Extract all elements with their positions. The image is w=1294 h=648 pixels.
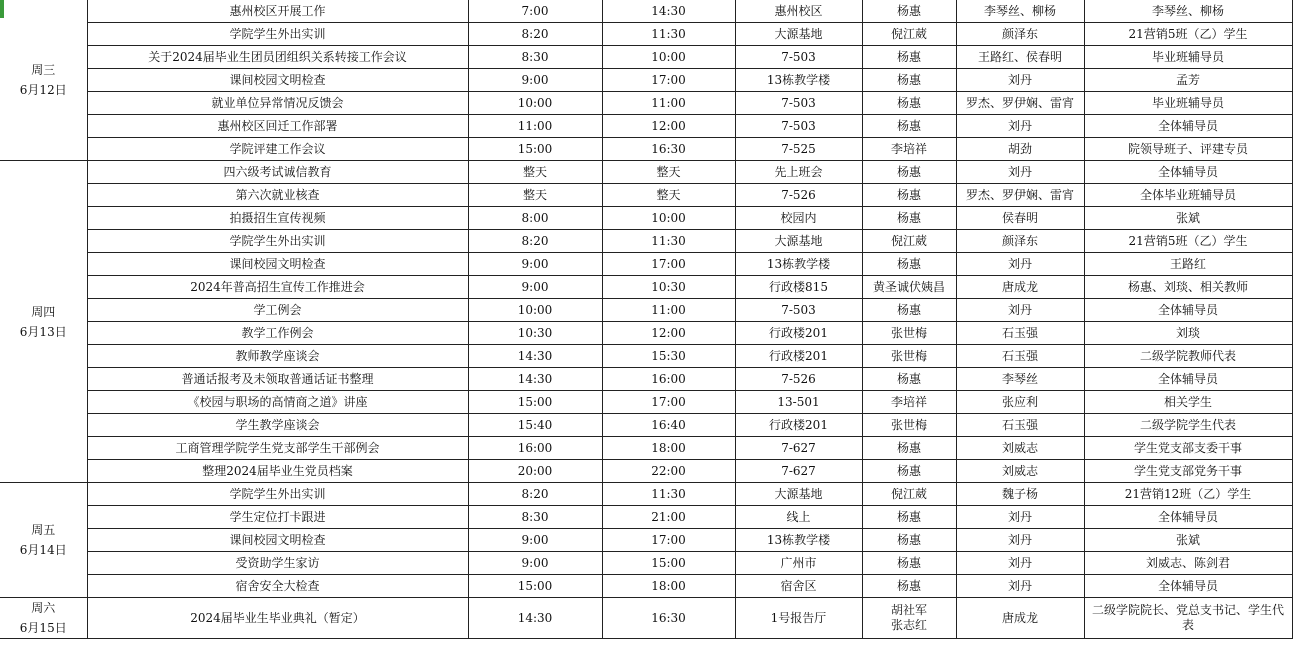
organizer-cell: 张应利 (956, 391, 1084, 414)
participants-cell: 张斌 (1084, 529, 1292, 552)
leader-cell: 杨惠 (862, 575, 956, 598)
participants-cell: 学生党支部党务干事 (1084, 460, 1292, 483)
table-row (0, 529, 1292, 552)
location-cell: 7-503 (735, 46, 862, 69)
participants-cell: 刘琰 (1084, 322, 1292, 345)
end-time-cell: 15:30 (602, 345, 735, 368)
location-cell: 广州市 (735, 552, 862, 575)
day-cell (0, 483, 87, 598)
organizer-cell: 刘丹 (956, 575, 1084, 598)
organizer-cell: 石玉强 (956, 414, 1084, 437)
day-cell (0, 0, 87, 161)
location-cell: 7-627 (735, 437, 862, 460)
end-time-cell: 10:00 (602, 46, 735, 69)
date-label: 6月12日 (19, 83, 67, 97)
location-cell: 7-525 (735, 138, 862, 161)
start-time-cell: 8:20 (468, 483, 602, 506)
end-time-cell: 10:00 (602, 207, 735, 230)
table-row (0, 322, 1292, 345)
table-row (0, 23, 1292, 46)
end-time-cell: 11:30 (602, 23, 735, 46)
location-cell: 大源基地 (735, 483, 862, 506)
participants-cell: 二级学院院长、党总支书记、学生代表 (1084, 598, 1292, 639)
table-row (0, 161, 1292, 184)
leader-cell: 杨惠 (862, 368, 956, 391)
table-row (0, 69, 1292, 92)
organizer-cell: 刘丹 (956, 529, 1084, 552)
participants-cell: 全体辅导员 (1084, 506, 1292, 529)
table-row (0, 46, 1292, 69)
participants-cell: 21营销5班（乙）学生 (1084, 23, 1292, 46)
start-time-cell: 9:00 (468, 253, 602, 276)
table-row (0, 276, 1292, 299)
location-cell: 1号报告厅 (735, 598, 862, 639)
event-cell: 惠州校区回迁工作部署 (87, 115, 468, 138)
end-time-cell: 18:00 (602, 437, 735, 460)
end-time-cell: 11:00 (602, 92, 735, 115)
leader-cell: 杨惠 (862, 92, 956, 115)
start-time-cell: 15:00 (468, 391, 602, 414)
start-time-cell: 8:20 (468, 230, 602, 253)
location-cell: 校园内 (735, 207, 862, 230)
event-cell: 工商管理学院学生党支部学生干部例会 (87, 437, 468, 460)
event-cell: 课间校园文明检查 (87, 529, 468, 552)
end-time-cell: 10:30 (602, 276, 735, 299)
table-row (0, 414, 1292, 437)
event-cell: 学院学生外出实训 (87, 483, 468, 506)
organizer-cell: 唐成龙 (956, 276, 1084, 299)
event-cell: 惠州校区开展工作 (87, 0, 468, 23)
end-time-cell: 22:00 (602, 460, 735, 483)
start-time-cell: 9:00 (468, 276, 602, 299)
event-cell: 受资助学生家访 (87, 552, 468, 575)
leader-cell: 倪江葳 (862, 23, 956, 46)
start-time-cell: 8:00 (468, 207, 602, 230)
table-row (0, 0, 1292, 23)
organizer-cell: 刘丹 (956, 253, 1084, 276)
table-row (0, 138, 1292, 161)
end-time-cell: 12:00 (602, 115, 735, 138)
leader-cell: 张世梅 (862, 322, 956, 345)
end-time-cell: 16:00 (602, 368, 735, 391)
event-cell: 学工例会 (87, 299, 468, 322)
end-time-cell: 11:00 (602, 299, 735, 322)
location-cell: 行政楼201 (735, 345, 862, 368)
table-row (0, 575, 1292, 598)
table-row (0, 299, 1292, 322)
leader-cell: 李培祥 (862, 138, 956, 161)
participants-cell: 王路红 (1084, 253, 1292, 276)
start-time-cell: 11:00 (468, 115, 602, 138)
start-time-cell: 15:00 (468, 138, 602, 161)
participants-cell: 毕业班辅导员 (1084, 46, 1292, 69)
end-time-cell: 16:30 (602, 138, 735, 161)
event-cell: 关于2024届毕业生团员团组织关系转接工作会议 (87, 46, 468, 69)
participants-cell: 毕业班辅导员 (1084, 92, 1292, 115)
table-row (0, 184, 1292, 207)
event-cell: 就业单位异常情况反馈会 (87, 92, 468, 115)
organizer-cell: 刘威志 (956, 460, 1084, 483)
organizer-cell: 魏子杨 (956, 483, 1084, 506)
organizer-cell: 颜泽东 (956, 23, 1084, 46)
organizer-cell: 王路红、侯春明 (956, 46, 1084, 69)
event-cell: 学生教学座谈会 (87, 414, 468, 437)
end-time-cell: 整天 (602, 184, 735, 207)
leader-cell: 倪江葳 (862, 230, 956, 253)
leader-cell: 胡社军 张志红 (862, 598, 956, 639)
participants-cell: 孟芳 (1084, 69, 1292, 92)
event-cell: 整理2024届毕业生党员档案 (87, 460, 468, 483)
start-time-cell: 7:00 (468, 0, 602, 23)
event-cell: 第六次就业核查 (87, 184, 468, 207)
end-time-cell: 17:00 (602, 391, 735, 414)
participants-cell: 21营销5班（乙）学生 (1084, 230, 1292, 253)
end-time-cell: 11:30 (602, 230, 735, 253)
date-label: 6月15日 (19, 621, 67, 635)
organizer-cell: 刘丹 (956, 161, 1084, 184)
start-time-cell: 9:00 (468, 69, 602, 92)
organizer-cell: 石玉强 (956, 322, 1084, 345)
participants-cell: 二级学院教师代表 (1084, 345, 1292, 368)
start-time-cell: 9:00 (468, 529, 602, 552)
end-time-cell: 12:00 (602, 322, 735, 345)
organizer-cell: 刘威志 (956, 437, 1084, 460)
table-row (0, 345, 1292, 368)
end-time-cell: 21:00 (602, 506, 735, 529)
day-cell (0, 161, 87, 483)
start-time-cell: 10:30 (468, 322, 602, 345)
participants-cell: 全体辅导员 (1084, 161, 1292, 184)
event-cell: 教学工作例会 (87, 322, 468, 345)
end-time-cell: 14:30 (602, 0, 735, 23)
end-time-cell: 18:00 (602, 575, 735, 598)
leader-cell: 杨惠 (862, 161, 956, 184)
participants-cell: 李琴丝、柳杨 (1084, 0, 1292, 23)
organizer-cell: 罗杰、罗伊娴、雷宵 (956, 184, 1084, 207)
start-time-cell: 9:00 (468, 552, 602, 575)
participants-cell: 杨惠、刘琰、相关教师 (1084, 276, 1292, 299)
event-cell: 2024届毕业生毕业典礼（暂定） (87, 598, 468, 639)
location-cell: 7-526 (735, 368, 862, 391)
leader-cell: 杨惠 (862, 299, 956, 322)
table-row (0, 552, 1292, 575)
organizer-cell: 李琴丝 (956, 368, 1084, 391)
table-row (0, 115, 1292, 138)
start-time-cell: 整天 (468, 161, 602, 184)
table-row (0, 460, 1292, 483)
participants-cell: 二级学院学生代表 (1084, 414, 1292, 437)
end-time-cell: 16:40 (602, 414, 735, 437)
leader-cell: 杨惠 (862, 0, 956, 23)
organizer-cell: 胡劲 (956, 138, 1084, 161)
leader-cell: 杨惠 (862, 115, 956, 138)
location-cell: 7-503 (735, 299, 862, 322)
leader-cell: 杨惠 (862, 437, 956, 460)
participants-cell: 张斌 (1084, 207, 1292, 230)
table-row (0, 483, 1292, 506)
table-row (0, 598, 1292, 639)
participants-cell: 相关学生 (1084, 391, 1292, 414)
location-cell: 7-627 (735, 460, 862, 483)
location-cell: 7-503 (735, 115, 862, 138)
table-row (0, 368, 1292, 391)
start-time-cell: 15:00 (468, 575, 602, 598)
start-time-cell: 14:30 (468, 345, 602, 368)
event-cell: 课间校园文明检查 (87, 69, 468, 92)
event-cell: 学院评建工作会议 (87, 138, 468, 161)
end-time-cell: 16:30 (602, 598, 735, 639)
event-cell: 《校园与职场的高情商之道》讲座 (87, 391, 468, 414)
start-time-cell: 14:30 (468, 598, 602, 639)
event-cell: 四六级考试诚信教育 (87, 161, 468, 184)
leader-cell: 杨惠 (862, 506, 956, 529)
leader-cell: 张世梅 (862, 414, 956, 437)
table-row (0, 207, 1292, 230)
leader-cell: 倪江葳 (862, 483, 956, 506)
event-cell: 普通话报考及未领取普通话证书整理 (87, 368, 468, 391)
table-row (0, 391, 1292, 414)
organizer-cell: 侯春明 (956, 207, 1084, 230)
date-label: 6月13日 (19, 324, 67, 339)
location-cell: 13栋教学楼 (735, 253, 862, 276)
participants-cell: 全体辅导员 (1084, 115, 1292, 138)
leader-cell: 杨惠 (862, 529, 956, 552)
end-time-cell: 17:00 (602, 69, 735, 92)
organizer-cell: 刘丹 (956, 506, 1084, 529)
day-cell (0, 598, 87, 639)
location-cell: 13栋教学楼 (735, 69, 862, 92)
location-cell: 惠州校区 (735, 0, 862, 23)
location-cell: 线上 (735, 506, 862, 529)
end-time-cell: 17:00 (602, 529, 735, 552)
table-row (0, 92, 1292, 115)
location-cell: 7-503 (735, 92, 862, 115)
event-cell: 课间校园文明检查 (87, 253, 468, 276)
location-cell: 13栋教学楼 (735, 529, 862, 552)
table-row (0, 253, 1292, 276)
leader-cell: 杨惠 (862, 184, 956, 207)
participants-cell: 21营销12班（乙）学生 (1084, 483, 1292, 506)
location-cell: 13-501 (735, 391, 862, 414)
leader-cell: 李培祥 (862, 391, 956, 414)
leader-cell: 杨惠 (862, 46, 956, 69)
leader-cell: 杨惠 (862, 69, 956, 92)
event-cell: 学院学生外出实训 (87, 23, 468, 46)
participants-cell: 全体辅导员 (1084, 368, 1292, 391)
leader-cell: 杨惠 (862, 207, 956, 230)
start-time-cell: 8:20 (468, 23, 602, 46)
participants-cell: 刘威志、陈剑君 (1084, 552, 1292, 575)
location-cell: 7-526 (735, 184, 862, 207)
organizer-cell: 刘丹 (956, 552, 1084, 575)
location-cell: 先上班会 (735, 161, 862, 184)
start-time-cell: 16:00 (468, 437, 602, 460)
table-row (0, 230, 1292, 253)
weekday-label: 周六 (31, 601, 56, 615)
participants-cell: 学生党支部支委干事 (1084, 437, 1292, 460)
organizer-cell: 刘丹 (956, 115, 1084, 138)
leader-cell: 张世梅 (862, 345, 956, 368)
leader-cell: 杨惠 (862, 253, 956, 276)
location-cell: 大源基地 (735, 230, 862, 253)
table-row (0, 437, 1292, 460)
event-cell: 教师教学座谈会 (87, 345, 468, 368)
table-row (0, 506, 1292, 529)
start-time-cell: 10:00 (468, 299, 602, 322)
organizer-cell: 石玉强 (956, 345, 1084, 368)
leader-cell: 杨惠 (862, 552, 956, 575)
start-time-cell: 8:30 (468, 46, 602, 69)
organizer-cell: 刘丹 (956, 69, 1084, 92)
location-cell: 行政楼815 (735, 276, 862, 299)
leader-cell: 杨惠 (862, 460, 956, 483)
start-time-cell: 8:30 (468, 506, 602, 529)
location-cell: 大源基地 (735, 23, 862, 46)
date-label: 6月14日 (19, 543, 67, 557)
end-time-cell: 17:00 (602, 253, 735, 276)
start-time-cell: 14:30 (468, 368, 602, 391)
weekday-label: 周三 (31, 63, 56, 77)
start-time-cell: 10:00 (468, 92, 602, 115)
organizer-cell: 李琴丝、柳杨 (956, 0, 1084, 23)
start-time-cell: 15:40 (468, 414, 602, 437)
event-cell: 2024年普高招生宣传工作推进会 (87, 276, 468, 299)
participants-cell: 院领导班子、评建专员 (1084, 138, 1292, 161)
location-cell: 宿舍区 (735, 575, 862, 598)
participants-cell: 全体毕业班辅导员 (1084, 184, 1292, 207)
participants-cell: 全体辅导员 (1084, 299, 1292, 322)
start-time-cell: 整天 (468, 184, 602, 207)
end-time-cell: 11:30 (602, 483, 735, 506)
leader-cell: 黄圣诚伏姨昌 (862, 276, 956, 299)
organizer-cell: 颜泽东 (956, 230, 1084, 253)
organizer-cell: 刘丹 (956, 299, 1084, 322)
event-cell: 学院学生外出实训 (87, 230, 468, 253)
weekday-label: 周五 (31, 523, 56, 537)
end-time-cell: 15:00 (602, 552, 735, 575)
location-cell: 行政楼201 (735, 322, 862, 345)
organizer-cell: 唐成龙 (956, 598, 1084, 639)
weekday-label: 周四 (31, 304, 56, 319)
end-time-cell: 整天 (602, 161, 735, 184)
start-time-cell: 20:00 (468, 460, 602, 483)
organizer-cell: 罗杰、罗伊娴、雷宵 (956, 92, 1084, 115)
event-cell: 学生定位打卡跟进 (87, 506, 468, 529)
event-cell: 宿舍安全大检查 (87, 575, 468, 598)
event-cell: 拍摄招生宣传视频 (87, 207, 468, 230)
participants-cell: 全体辅导员 (1084, 575, 1292, 598)
location-cell: 行政楼201 (735, 414, 862, 437)
